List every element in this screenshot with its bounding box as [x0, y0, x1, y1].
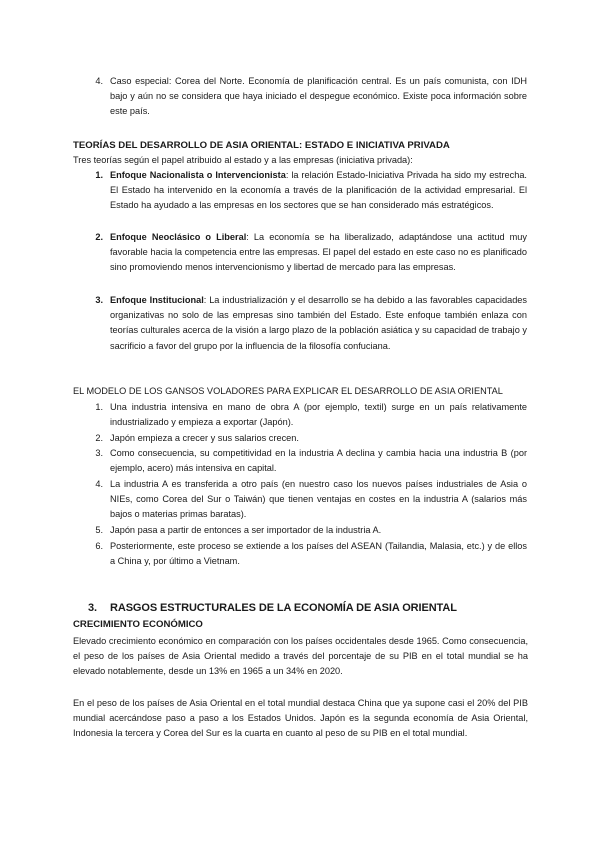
list-number: 2. [95, 232, 103, 242]
theory-description: : La economía se ha liberalizado, adaptándose una actitud muy favorable hacia la competencia entre las empresas. El papel del estado en este caso no es planificado sino promoviendo menos intervencionismo y libertad de mercado para las empresas. [110, 232, 528, 273]
list-number: 3. [95, 448, 103, 458]
section-heading-geese: EL MODELO DE LOS GANSOS VOLADORES PARA EXPLICAR EL DESARROLLO DE ASIA ORIENTAL [73, 386, 503, 396]
section-title: RASGOS ESTRUCTURALES DE LA ECONOMÍA DE ASIA ORIENTAL [110, 602, 457, 614]
theories-intro: Tres teorías según el papel atribuido al estado y a las empresas (iniciativa privada): [73, 155, 413, 165]
theory-title: Enfoque Nacionalista o Intervencionista [110, 170, 286, 180]
theory-title: Enfoque Neoclásico o Liberal [110, 232, 247, 242]
list-number: 4. [95, 76, 103, 86]
section-heading-theories: TEORÍAS DEL DESARROLLO DE ASIA ORIENTAL: ESTADO E INICIATIVA PRIVADA [73, 140, 450, 151]
subheading-growth: CRECIMIENTO ECONÓMICO [73, 619, 203, 630]
list-item-text: Caso especial: Corea del Norte. Economía de planificación central. Es un país comunista, con IDH bajo y aún no se considera que haya iniciado el despegue económico. Existe poca información sobre este país. [110, 76, 527, 117]
theory-description: : la relación Estado-Iniciativa Privada ha sido my estrecha. El Estado ha intervenido en la economía a través de la planificación de la actividad empresarial. El Estado ha ayudado a las empresas en los sectores que se han considerado más estratégicos. [110, 170, 527, 211]
theory-title: Enfoque Institucional [110, 295, 204, 305]
list-number: 3. [95, 295, 103, 305]
theory-description: : La industrialización y el desarrollo se ha debido a las favorables capacidades organizativas no solo de las empresas sino también del Estado. Este enfoque también enlaza con teorías culturales acerca de la visión a largo plazo de la población asiática y su capacidad de trabajo y sacrificio a favor del grupo por la influencia de la filosofía confuciana. [110, 295, 528, 351]
geese-text: Posteriormente, este proceso se extiende a los países del ASEAN (Tailandia, Malasia, etc.) y de ellos a China y, por último a Vietnam. [110, 541, 527, 567]
section-number: 3. [88, 602, 97, 614]
geese-text: La industria A es transferida a otro país (en nuestro caso los nuevos países industriales de Asia o NIEs, como Corea del Sur o Taiwán) que tienen ventajas en costes en la industria A (salarios más bajos o materias primas baratas). [110, 479, 527, 520]
theory-text [110, 293, 527, 354]
geese-text: Una industria intensiva en mano de obra A (por ejemplo, textil) surge en un país relativamente industrializado y empieza a exportar (Japón). [110, 402, 527, 428]
list-number: 4. [95, 479, 103, 489]
list-number: 5. [95, 525, 103, 535]
theory-text [110, 230, 527, 276]
theory-text [110, 168, 527, 214]
list-number: 1. [95, 402, 103, 412]
geese-text: Como consecuencia, su competitividad en la industria A declina y cambia hacia una industria B (por ejemplo, acero) más intensiva en capital. [110, 448, 527, 474]
geese-text: Japón empieza a crecer y sus salarios crecen. [110, 433, 299, 443]
paragraph: En el peso de los países de Asia Oriental en el total mundial destaca China que ya supone casi el 20% del PIB mundial acercándose paso a paso a los Estados Unidos. Japón es la segunda economía de Asia Oriental, Indonesia la tercera y Corea del Sur es la cuarta en cuanto al peso de su PIB en el total mundial. [73, 698, 528, 739]
paragraph: Elevado crecimiento económico en comparación con los países occidentales desde 1965. Como consecuencia, el peso de los países de Asia Oriental medido a través del porcentaje de su PIB en el total mundial se ha elevado notablemente, desde un 13% en 1965 a un 34% en 2020. [73, 636, 528, 677]
geese-text: Japón pasa a partir de entonces a ser importador de la industria A. [110, 525, 382, 535]
list-number: 2. [95, 433, 103, 443]
list-number: 1. [95, 170, 103, 180]
list-number: 6. [95, 541, 103, 551]
